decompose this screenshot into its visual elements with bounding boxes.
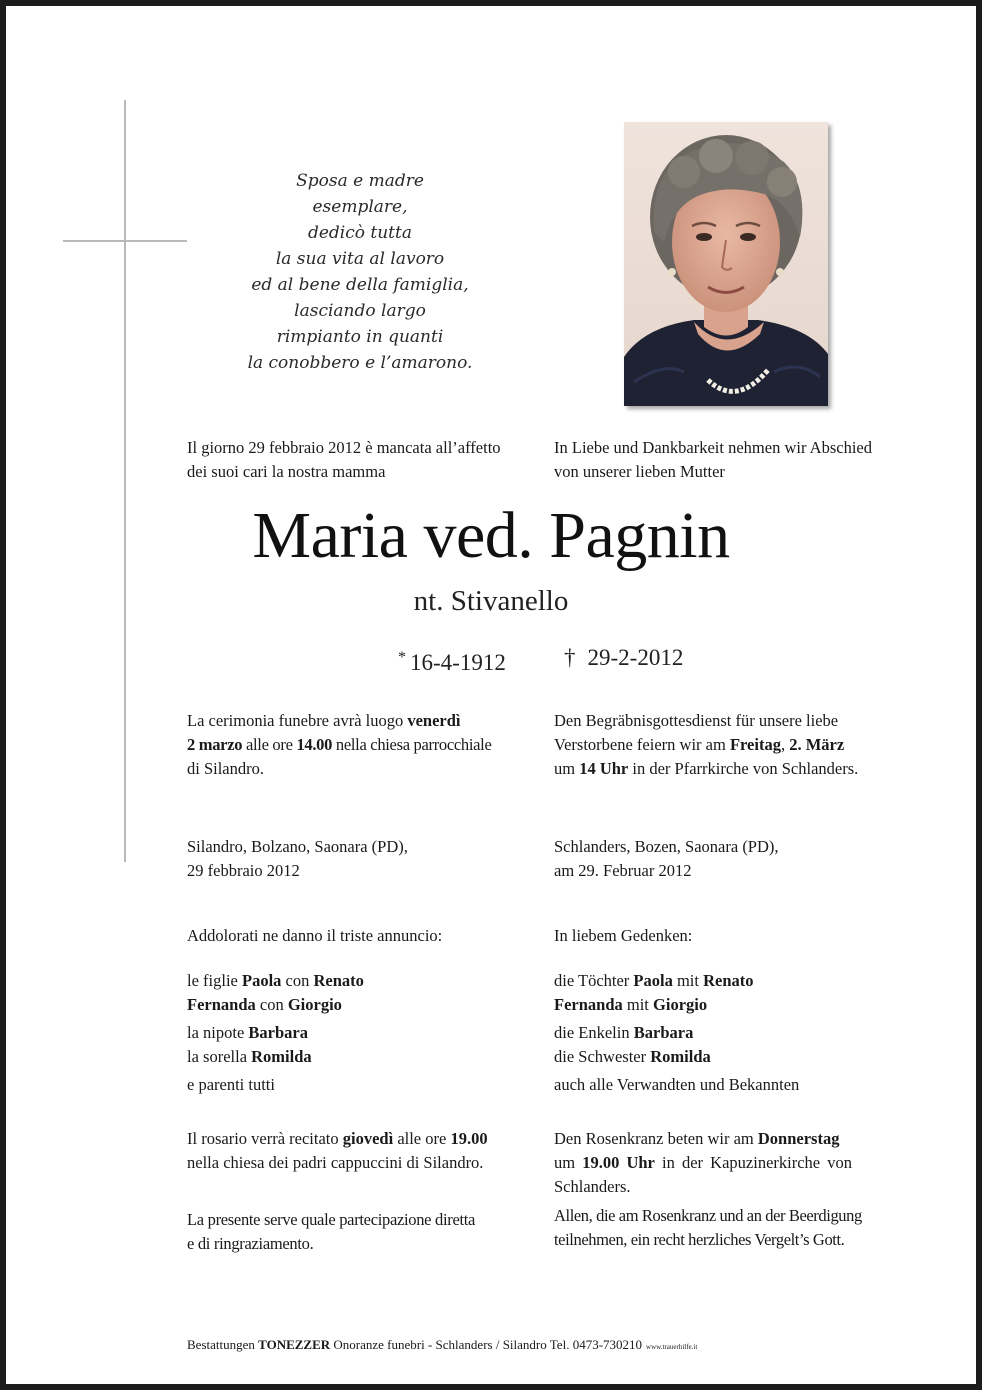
text: die Enkelin	[554, 1023, 634, 1042]
text: teilnehmen, ein recht herzliches Vergelt’s Gott.	[554, 1230, 845, 1249]
time-bold: 19.00	[450, 1129, 488, 1148]
text: nella chiesa parrocchiale	[332, 735, 492, 754]
name-bold: Giorgio	[653, 995, 708, 1014]
place-date-italian	[187, 835, 537, 883]
name-bold: Barbara	[248, 1023, 308, 1042]
text: Silandro, Bolzano, Saonara (PD),	[187, 837, 408, 856]
text: con	[255, 995, 288, 1014]
intro-line: von unserer lieben Mutter	[554, 462, 725, 481]
time-bold: 14 Uhr	[579, 759, 629, 778]
text: Schlanders.	[554, 1177, 631, 1196]
funeral-home-footer	[187, 1336, 697, 1356]
name-bold: Renato	[703, 971, 754, 990]
text: am 29. Februar 2012	[554, 861, 692, 880]
text: la sorella	[187, 1047, 252, 1066]
day-bold: Freitag	[729, 735, 781, 754]
maiden-name: nt. Stivanello	[413, 585, 569, 617]
announce-german: In liebem Gedenken:	[554, 926, 693, 945]
poem-line: la sua vita al lavoro	[275, 249, 445, 269]
name-bold: Paola	[633, 971, 673, 990]
name-bold: Paola	[241, 971, 282, 990]
name-bold: Barbara	[633, 1023, 694, 1042]
text: Verstorbene feiern wir am	[554, 735, 730, 754]
text: in der Pfarrkirche von Schlanders.	[628, 759, 859, 778]
text: e di ringraziamento.	[187, 1234, 314, 1253]
website-link[interactable]: www.trauerhilfe.it	[646, 1343, 698, 1351]
text: nella chiesa dei padri cappuccini di Silandro.	[187, 1153, 484, 1172]
family-italian	[187, 969, 537, 1097]
text: La cerimonia funebre avrà luogo	[187, 711, 408, 730]
rosary-german	[554, 1127, 899, 1199]
day-bold: giovedì	[342, 1129, 394, 1148]
date-bold: 2. März	[789, 735, 845, 754]
birth-date-value: 16-4-1912	[410, 650, 506, 675]
text: um	[554, 759, 580, 778]
birth-date	[398, 643, 506, 678]
text: die Töchter	[554, 971, 634, 990]
text: Den Rosenkranz beten wir am	[554, 1129, 758, 1148]
portrait-illustration	[624, 122, 828, 406]
name-bold: Romilda	[251, 1047, 312, 1066]
announce-italian: Addolorati ne danno il triste annuncio:	[187, 926, 443, 945]
poem-line: rimpianto in quanti	[276, 327, 444, 347]
ceremony-italian	[187, 709, 537, 781]
day-bold: Donnerstag	[757, 1129, 840, 1148]
text: di Silandro.	[187, 759, 264, 778]
rosary-italian	[187, 1127, 537, 1175]
text: um	[554, 1153, 583, 1172]
cross-symbol: †	[564, 645, 576, 670]
intro-line: In Liebe und Dankbarkeit nehmen wir Abschied	[554, 438, 872, 457]
day-bold: venerdì	[407, 711, 461, 730]
time-bold: 14.00	[296, 735, 333, 754]
text: 29 febbraio 2012	[187, 861, 300, 880]
text: Il rosario verrà recitato	[187, 1129, 343, 1148]
text: mit	[622, 995, 654, 1014]
cross-vertical-bar	[124, 100, 126, 862]
date-bold: 2 marzo	[187, 735, 243, 754]
poem-line: dedicò tutta	[307, 223, 412, 243]
text: Den Begräbnisgottesdienst für unsere liebe	[554, 711, 839, 730]
intro-line: dei suoi cari la nostra mamma	[187, 462, 386, 481]
time-bold: 19.00 Uhr	[582, 1153, 655, 1172]
name-bold: Romilda	[650, 1047, 711, 1066]
name-bold: Fernanda	[187, 995, 256, 1014]
text: e parenti tutti	[187, 1075, 275, 1094]
death-date	[564, 643, 683, 673]
company-bold: TONEZZER	[258, 1337, 331, 1352]
memorial-poem	[210, 168, 510, 376]
name-bold: Renato	[313, 971, 364, 990]
text: la nipote	[187, 1023, 249, 1042]
text: Schlanders, Bozen, Saonara (PD),	[554, 837, 779, 856]
death-date-value: 29-2-2012	[587, 645, 684, 670]
poem-line: esemplare,	[312, 197, 408, 217]
name-bold: Giorgio	[287, 995, 342, 1014]
intro-line: Il giorno 29 febbraio 2012 è mancata all’affetto	[187, 438, 501, 457]
text: mit	[672, 971, 704, 990]
intro-german	[554, 436, 899, 484]
text: Onoranze funebri - Schlanders / Silandro Tel. 0473-730210	[330, 1337, 643, 1352]
name-bold: Fernanda	[554, 995, 623, 1014]
portrait-photo	[624, 122, 828, 406]
text: La presente serve quale partecipazione diretta	[187, 1210, 476, 1229]
poem-line: la conobbero e l’amarono.	[247, 353, 473, 373]
intro-italian	[187, 436, 537, 484]
deceased-name: Maria ved. Pagnin	[252, 499, 730, 572]
poem-line: Sposa e madre	[296, 171, 424, 191]
text: auch alle Verwandten und Bekannten	[554, 1075, 800, 1094]
star-symbol: *	[398, 649, 406, 666]
text: ,	[780, 735, 790, 754]
family-german	[554, 969, 899, 1097]
text: Allen, die am Rosenkranz und an der Beerdigung	[554, 1206, 862, 1225]
text: con	[281, 971, 314, 990]
ceremony-german	[554, 709, 899, 781]
text: alle ore	[393, 1129, 451, 1148]
closing-german	[554, 1204, 899, 1252]
text: Bestattungen	[187, 1337, 259, 1352]
place-date-german	[554, 835, 899, 883]
cross-horizontal-bar	[63, 240, 187, 242]
text: alle ore	[242, 735, 297, 754]
poem-line: ed al bene della famiglia,	[251, 275, 469, 295]
closing-italian	[187, 1208, 537, 1256]
poem-line: lasciando largo	[294, 301, 426, 321]
text: die Schwester	[554, 1047, 651, 1066]
text: le figlie	[187, 971, 242, 990]
text: in der Kapuzinerkirche von	[654, 1153, 852, 1172]
